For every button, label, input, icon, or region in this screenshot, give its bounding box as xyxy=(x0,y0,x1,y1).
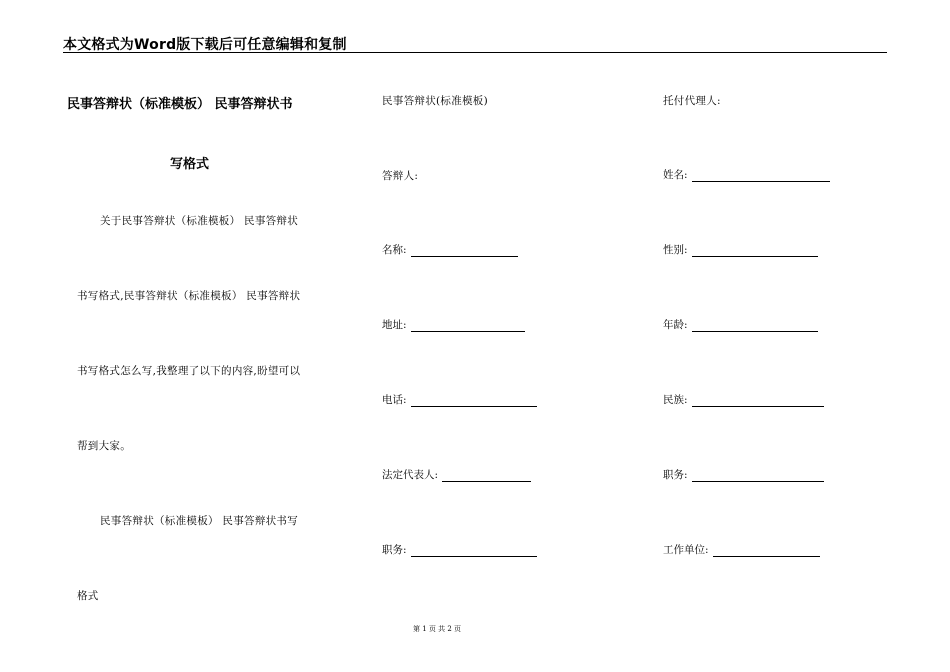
field-phone xyxy=(382,392,537,407)
field-blank xyxy=(692,396,824,407)
field-blank xyxy=(692,471,824,482)
document-title-line-1: 民事答辩状（标准模板） 民事答辩状书 xyxy=(67,97,293,112)
field-name xyxy=(382,242,518,257)
field-address xyxy=(382,317,525,332)
field-agent-name xyxy=(663,167,830,182)
field-blank xyxy=(692,246,818,257)
field-label: 职务: xyxy=(663,469,688,481)
body-text-line: 帮到大家。 xyxy=(77,440,131,452)
field-position xyxy=(382,542,537,557)
field-label: 年龄: xyxy=(663,319,688,331)
field-label: 工作单位: xyxy=(663,544,709,556)
respondent-label: 答辩人: xyxy=(382,170,419,182)
field-agent-age xyxy=(663,317,818,332)
field-blank xyxy=(713,546,820,557)
field-blank xyxy=(692,171,830,182)
field-agent-position xyxy=(663,467,824,482)
form-heading: 民事答辩状(标准模板) xyxy=(382,95,488,107)
field-label: 法定代表人: xyxy=(382,469,439,481)
field-blank xyxy=(411,546,537,557)
body-text-line: 关于民事答辩状（标准模板） 民事答辩状 xyxy=(100,215,299,227)
field-legal-representative xyxy=(382,467,531,482)
agent-heading: 托付代理人: xyxy=(663,95,721,107)
field-label: 性别: xyxy=(663,244,688,256)
header-rule xyxy=(63,52,887,53)
field-blank xyxy=(442,471,531,482)
field-blank xyxy=(411,396,537,407)
body-text-line: 民事答辩状（标准模板） 民事答辩状书写 xyxy=(100,515,299,527)
field-label: 地址: xyxy=(382,319,407,331)
body-text-line: 格式 xyxy=(77,590,99,602)
field-label: 姓名: xyxy=(663,169,688,181)
field-agent-workplace xyxy=(663,542,820,557)
field-label: 名称: xyxy=(382,244,407,256)
field-blank xyxy=(411,321,525,332)
body-text-line: 书写格式,民事答辩状（标准模板） 民事答辩状 xyxy=(77,290,301,302)
field-label: 电话: xyxy=(382,394,407,406)
field-blank xyxy=(411,246,518,257)
field-agent-ethnicity xyxy=(663,392,824,407)
body-text-line: 书写格式怎么写,我整理了以下的内容,盼望可以 xyxy=(77,365,301,377)
page-number: 第 1 页 共 2 页 xyxy=(413,625,462,633)
document-title-line-2: 写格式 xyxy=(170,157,210,172)
field-agent-gender xyxy=(663,242,818,257)
field-label: 职务: xyxy=(382,544,407,556)
page-header: 本文格式为Word版下载后可任意编辑和复制 xyxy=(63,37,347,53)
field-label: 民族: xyxy=(663,394,688,406)
field-blank xyxy=(692,321,818,332)
